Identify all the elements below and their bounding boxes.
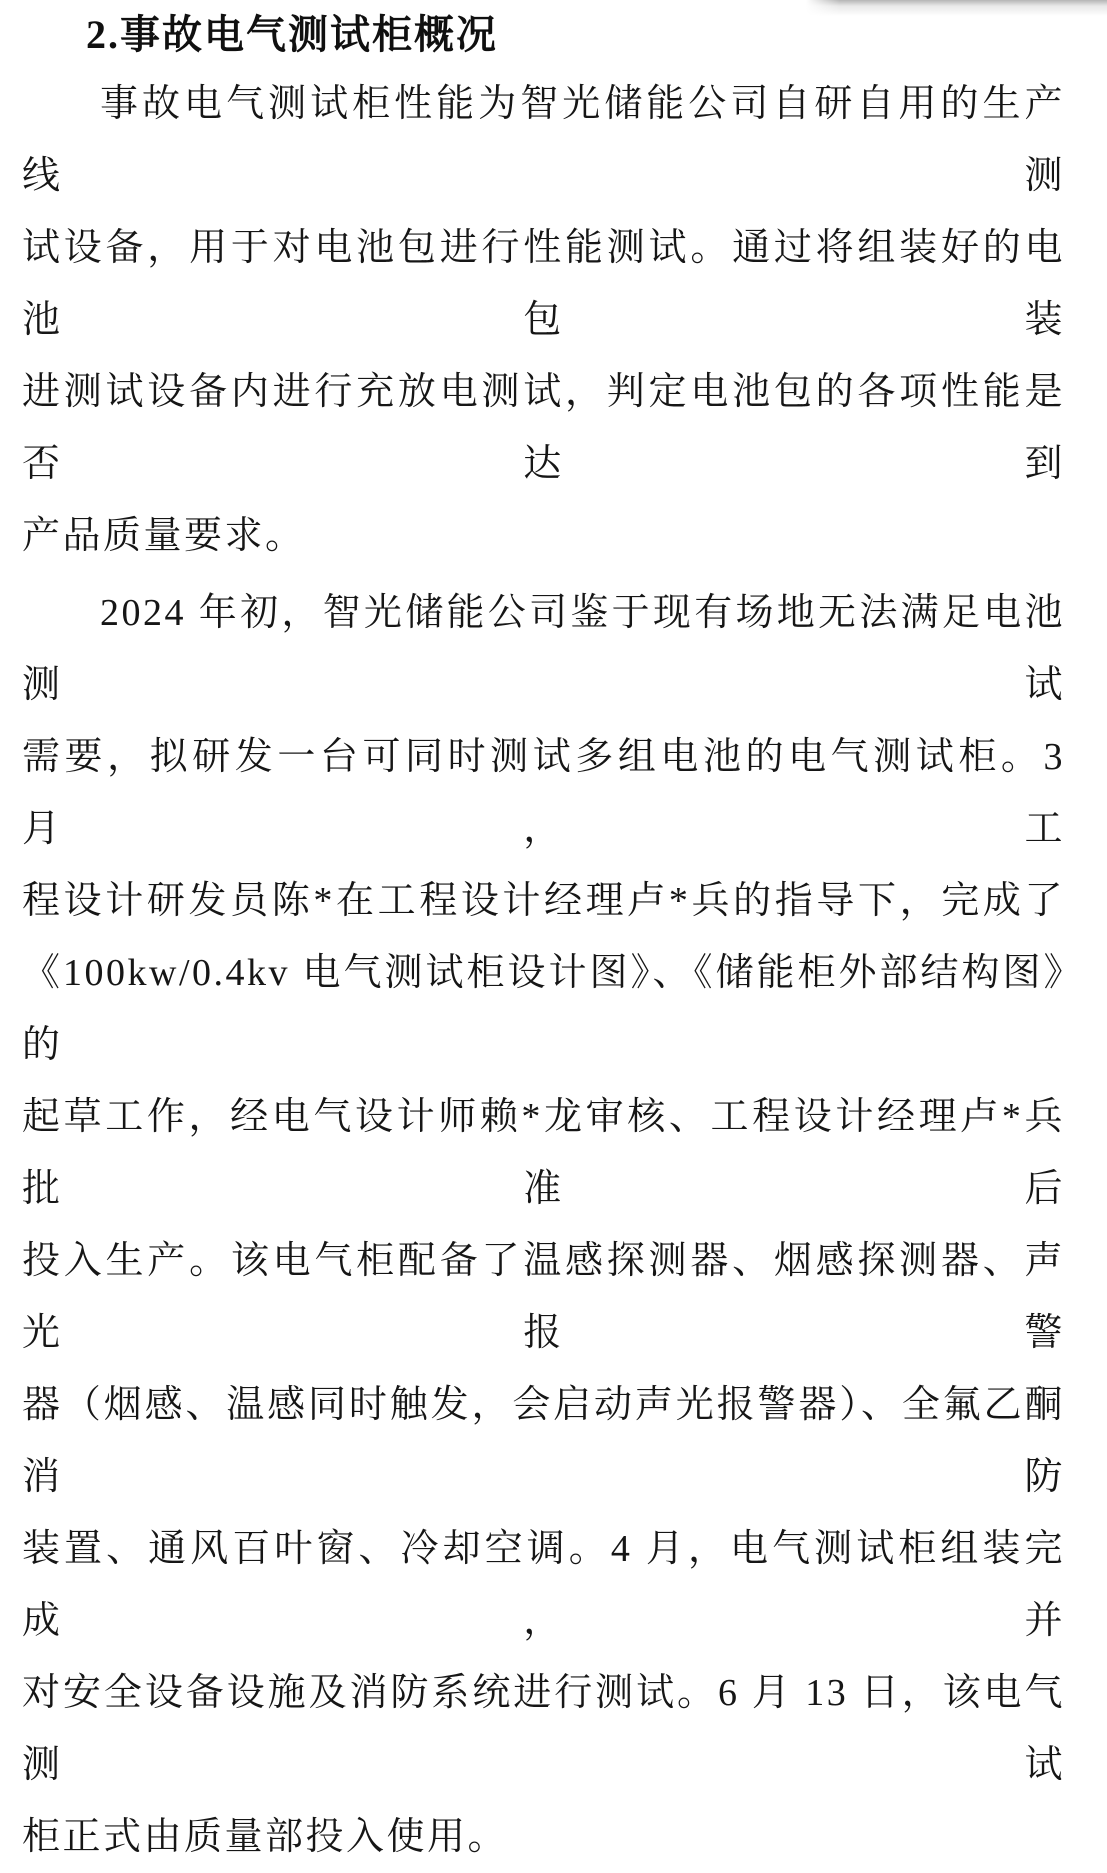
- text-line: 投入生产。该电气柜配备了温感探测器、烟感探测器、声光报警: [22, 1240, 1065, 1354]
- text-line: 进测试设备内进行充放电测试，判定电池包的各项性能是否达到: [22, 371, 1065, 485]
- text-line: 装置、通风百叶窗、冷却空调。4 月，电气测试柜组装完成，并: [22, 1528, 1065, 1642]
- text-line: 器（烟感、温感同时触发，会启动声光报警器）、全氟乙酮消防: [22, 1384, 1065, 1498]
- text-line: 产品质量要求。: [22, 515, 306, 557]
- text-line: 2024 年初，智光储能公司鉴于现有场地无法满足电池测试: [22, 592, 1065, 706]
- text-line: 事故电气测试柜性能为智光储能公司自研自用的生产线测: [22, 83, 1065, 197]
- text-line: 需要，拟研发一台可同时测试多组电池的电气测试柜。3 月，工: [22, 736, 1065, 850]
- document-content: [22, 0, 1065, 1873]
- text-line: 试设备，用于对电池包进行性能测试。通过将组装好的电池包装: [22, 227, 1065, 341]
- text-line: 柜正式由质量部投入使用。: [22, 1816, 509, 1858]
- text-line: 对安全设备设施及消防系统进行测试。6 月 13 日，该电气测试: [22, 1672, 1065, 1786]
- text-line: 程设计研发员陈*在工程设计经理卢*兵的指导下，完成了: [22, 880, 1065, 922]
- paragraph-history: [22, 577, 1065, 1873]
- paragraph-overview: [22, 68, 1065, 572]
- section-heading: 2.事故电气测试柜概况: [86, 12, 498, 57]
- text-line: 起草工作，经电气设计师赖*龙审核、工程设计经理卢*兵批准后: [22, 1096, 1065, 1210]
- text-line: 《100kw/0.4kv 电气测试柜设计图》、《储能柜外部结构图》的: [22, 952, 1065, 1066]
